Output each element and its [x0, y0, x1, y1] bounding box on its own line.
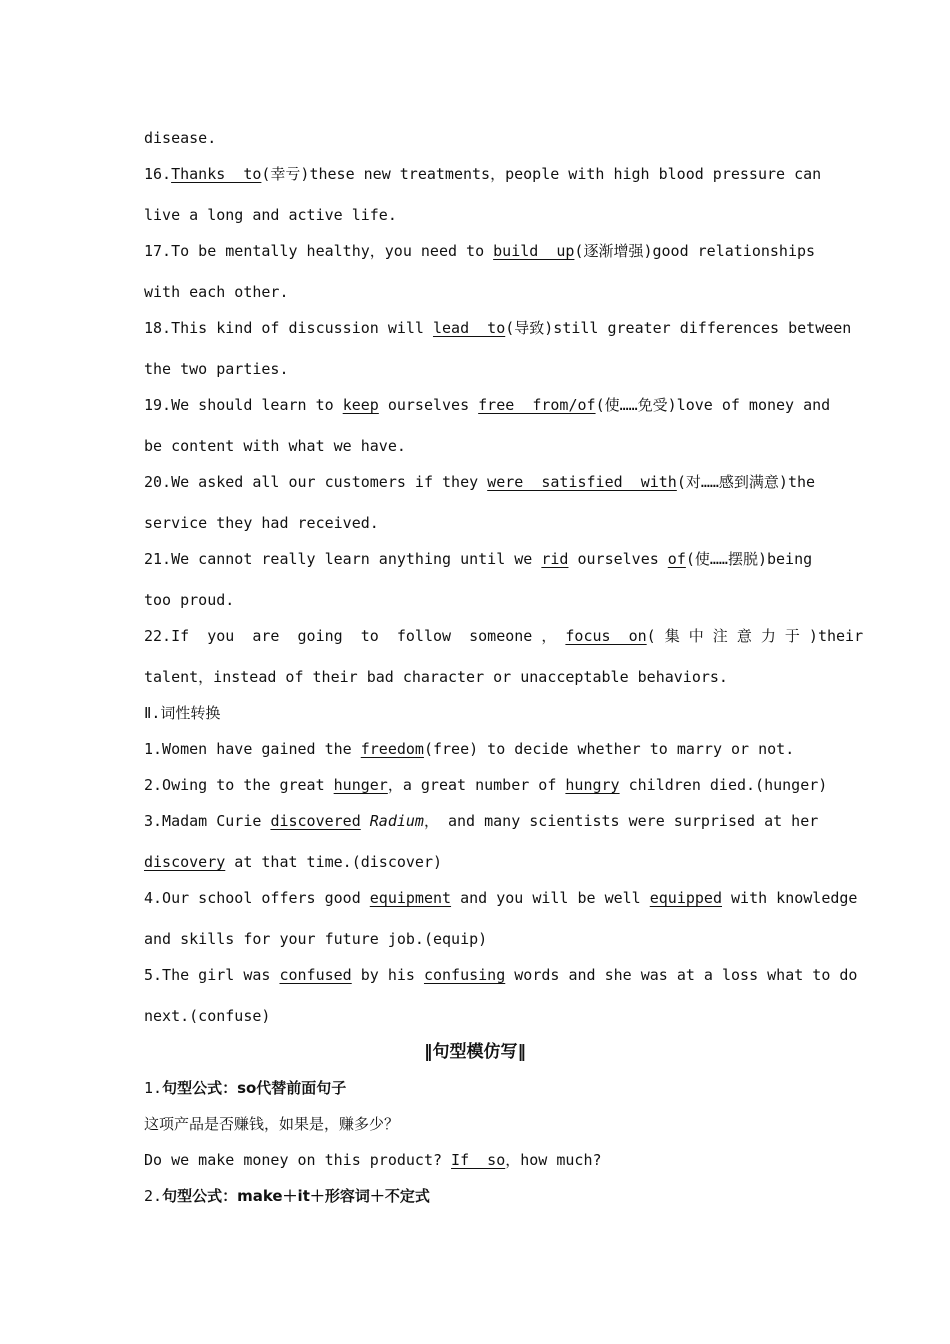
answer-blank: were satisfied with	[487, 473, 677, 491]
example-sentence: Do we make money on this product? If so，how much?	[144, 1151, 602, 1169]
answer-blank: free from/of	[478, 396, 596, 414]
text-line: and skills for your future job.(equip)	[144, 930, 488, 948]
section-title: Ⅱ.词性转换	[144, 704, 221, 722]
answer-blank: discovery	[144, 853, 226, 871]
section-heading: ‖句型模仿写‖	[424, 1042, 526, 1062]
text-line: next.(confuse)	[144, 1007, 271, 1025]
document-page	[144, 120, 864, 1214]
answer-blank: focus on	[565, 627, 647, 645]
answer-blank: hunger	[333, 776, 388, 794]
exercise-3: 3.Madam Curie discovered Radium， and many scientists were surprised at her	[144, 812, 819, 830]
sentence-16: 16.Thanks to(幸亏)these new treatments，people with high blood pressure can	[144, 165, 822, 183]
exercise-5: 5.The girl was confused by his confusing words and she was at a loss what to do	[144, 966, 858, 984]
answer-blank: Thanks to	[171, 165, 262, 183]
answer-blank: confusing	[423, 966, 506, 984]
pattern-1: 1.句型公式：so代替前面句子	[144, 1079, 347, 1097]
text-line: talent，instead of their bad character or unacceptable behaviors.	[144, 668, 728, 686]
answer-blank: freedom	[360, 740, 424, 758]
answer-blank: discovered	[270, 812, 361, 830]
text-line: with each other.	[144, 283, 289, 301]
answer-blank: equipment	[369, 889, 452, 907]
exercise-2: 2.Owing to the great hunger，a great number of hungry children died.(hunger)	[144, 776, 828, 794]
sentence-21: 21.We cannot really learn anything until we rid ourselves of(使……摆脱)being	[144, 550, 813, 568]
answer-blank: keep	[342, 396, 379, 414]
sentence-19: 19.We should learn to keep ourselves free from/of(使……免受)love of money and	[144, 396, 831, 414]
sentence-18: 18.This kind of discussion will lead to(导致)still greater differences between	[144, 319, 852, 337]
answer-blank: of	[667, 550, 686, 568]
text-line: the two parties.	[144, 360, 289, 378]
answer-blank: If so	[451, 1151, 506, 1169]
answer-blank: rid	[541, 550, 569, 568]
answer-blank: build up	[493, 242, 575, 260]
exercise-1: 1.Women have gained the freedom(free) to decide whether to marry or not.	[144, 740, 795, 758]
exercise-4: 4.Our school offers good equipment and you will be well equipped with knowledge	[144, 889, 858, 907]
sentence-20: 20.We asked all our customers if they were satisfied with(对……感到满意)the	[144, 473, 816, 491]
sentence-22: 22.If you are going to follow someone ， focus on( 集 中 注 意 力 于 )their	[144, 627, 864, 645]
text-line: live a long and active life.	[144, 206, 397, 224]
text-line: too proud.	[144, 591, 235, 609]
sentence-17: 17.To be mentally healthy，you need to build up(逐渐增强)good relationships	[144, 242, 816, 260]
text-line: discovery at that time.(discover)	[144, 853, 443, 871]
answer-blank: equipped	[649, 889, 722, 907]
answer-blank: confused	[279, 966, 352, 984]
text-line: disease.	[144, 129, 217, 147]
text-line: service they had received.	[144, 514, 379, 532]
pattern-2: 2.句型公式：make＋it＋形容词＋不定式	[144, 1187, 430, 1205]
answer-blank: hungry	[565, 776, 620, 794]
chinese-prompt: 这项产品是否赚钱，如果是，赚多少？	[144, 1115, 400, 1133]
text-line: be content with what we have.	[144, 437, 406, 455]
answer-blank: lead to	[432, 319, 506, 337]
